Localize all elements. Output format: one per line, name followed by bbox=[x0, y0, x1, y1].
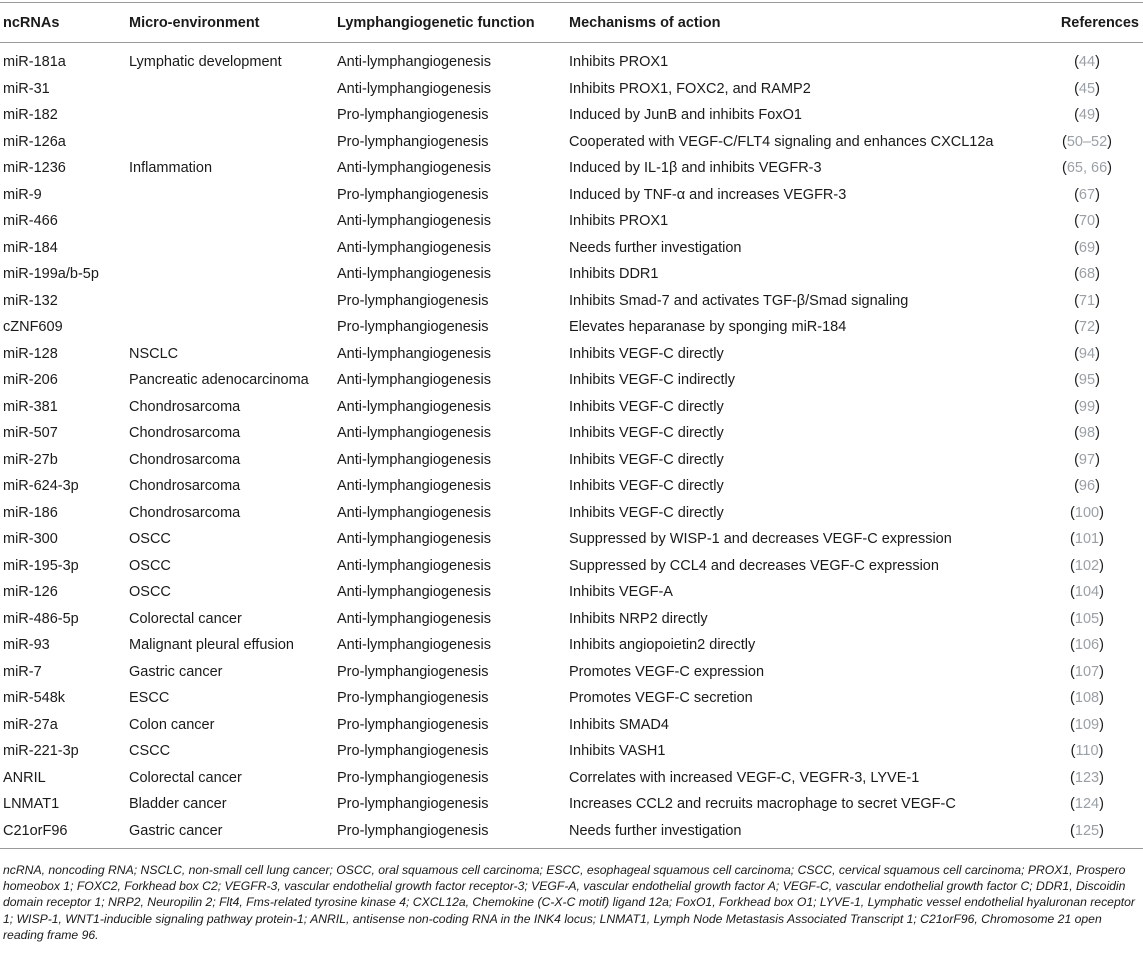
cell-function: Anti-lymphangiogenesis bbox=[337, 504, 491, 521]
cell-micro-environment: Inflammation bbox=[129, 160, 213, 177]
cell-micro-environment: Colorectal cancer bbox=[129, 769, 242, 786]
cell-function: Anti-lymphangiogenesis bbox=[337, 610, 491, 627]
cell-reference: (70) bbox=[1074, 213, 1100, 230]
table-row bbox=[0, 155, 1143, 182]
table-row bbox=[0, 208, 1143, 235]
cell-reference: (50–52) bbox=[1061, 133, 1112, 150]
table-row bbox=[0, 765, 1143, 792]
table-row bbox=[0, 367, 1143, 394]
cell-ncrna: miR-206 bbox=[3, 372, 58, 389]
cell-mechanism: Suppressed by CCL4 and decreases VEGF-C expression bbox=[569, 557, 939, 574]
cell-mechanism: Induced by IL-1β and inhibits VEGFR-3 bbox=[569, 160, 822, 177]
cell-ncrna: miR-93 bbox=[3, 637, 50, 654]
table-row bbox=[0, 738, 1143, 765]
reference-link[interactable]: 108 bbox=[1074, 690, 1100, 707]
cell-micro-environment: Chondrosarcoma bbox=[129, 451, 241, 468]
reference-link[interactable]: 106 bbox=[1074, 637, 1100, 654]
reference-link[interactable]: 95 bbox=[1078, 372, 1096, 389]
cell-micro-environment: Bladder cancer bbox=[129, 796, 227, 813]
cell-ncrna: miR-300 bbox=[3, 531, 58, 548]
reference-link[interactable]: 104 bbox=[1074, 584, 1100, 601]
cell-reference: (108) bbox=[1070, 690, 1104, 707]
table-row bbox=[0, 553, 1143, 580]
cell-ncrna: miR-221-3p bbox=[3, 743, 79, 760]
cell-micro-environment: Colorectal cancer bbox=[129, 610, 242, 627]
cell-reference: (107) bbox=[1070, 663, 1104, 680]
reference-link[interactable]: 109 bbox=[1074, 716, 1100, 733]
cell-micro-environment: Lymphatic development bbox=[129, 54, 282, 71]
cell-ncrna: cZNF609 bbox=[3, 319, 63, 336]
table-row bbox=[0, 394, 1143, 421]
cell-ncrna: miR-7 bbox=[3, 663, 42, 680]
cell-mechanism: Inhibits VEGF-C directly bbox=[569, 398, 724, 415]
cell-reference: (95) bbox=[1074, 372, 1100, 389]
cell-function: Anti-lymphangiogenesis bbox=[337, 160, 491, 177]
cell-function: Anti-lymphangiogenesis bbox=[337, 557, 491, 574]
cell-function: Pro-lymphangiogenesis bbox=[337, 663, 489, 680]
table-row bbox=[0, 102, 1143, 129]
cell-micro-environment: OSCC bbox=[129, 584, 171, 601]
reference-link[interactable]: 97 bbox=[1078, 451, 1096, 468]
cell-micro-environment: OSCC bbox=[129, 557, 171, 574]
cell-function: Anti-lymphangiogenesis bbox=[337, 80, 491, 97]
cell-reference: (69) bbox=[1074, 239, 1100, 256]
cell-mechanism: Inhibits Smad-7 and activates TGF-β/Smad signaling bbox=[569, 292, 909, 309]
reference-link[interactable]: 96 bbox=[1078, 478, 1096, 495]
cell-mechanism: Inhibits SMAD4 bbox=[569, 716, 669, 733]
reference-link[interactable]: 94 bbox=[1078, 345, 1096, 362]
cell-mechanism: Inhibits PROX1, FOXC2, and RAMP2 bbox=[569, 80, 811, 97]
cell-reference: (96) bbox=[1074, 478, 1100, 495]
header-micro-environment: Micro-environment bbox=[129, 14, 260, 31]
reference-link[interactable]: 45 bbox=[1078, 80, 1096, 97]
reference-link[interactable]: 124 bbox=[1074, 796, 1100, 813]
reference-link[interactable]: 71 bbox=[1078, 292, 1096, 309]
cell-mechanism: Needs further investigation bbox=[569, 822, 742, 839]
cell-function: Anti-lymphangiogenesis bbox=[337, 213, 491, 230]
reference-link[interactable]: 101 bbox=[1074, 531, 1100, 548]
reference-link[interactable]: 123 bbox=[1074, 769, 1100, 786]
cell-reference: (125) bbox=[1070, 822, 1104, 839]
table-footnote: ncRNA, noncoding RNA; NSCLC, non-small cell lung cancer; OSCC, oral squamous cell carcinoma; ESCC, esophageal squamous cell carcinoma; CSCC, cervical squamous cell carcinoma; PROX1, Prospero homeobox 1; FOXC2, Forkhead box C2; VEGFR-3, vascular endothelial growth factor receptor-3; VEGF-A, vascular endothelial growth factor A; VEGF-C, vascular endothelial growth factor C; DDR1, Discoidin domain receptor 1; NRP2, Neuropilin 2; Flt4, Fms-related tyrosine kinase 4; CXCL12a, Chemokine (C-X-C motif) ligand 12a; FoxO1, Forkhead box O1; LYVE-1, Lymphatic vessel endothelial hyaluronan receptor 1; WISP-1, WNT1-inducible signaling pathway protein-1; ANRIL, antisense non-coding RNA in the INK4 locus; LNMAT1, Lymph Node Metastasis Associated Transcript 1; C21orF96, Chromosome 21 open reading frame 96. bbox=[3, 863, 1135, 942]
cell-micro-environment: Chondrosarcoma bbox=[129, 398, 241, 415]
cell-ncrna: miR-624-3p bbox=[3, 478, 79, 495]
cell-ncrna: miR-182 bbox=[3, 107, 58, 124]
cell-ncrna: miR-466 bbox=[3, 213, 58, 230]
cell-reference: (65, 66) bbox=[1061, 160, 1112, 177]
cell-ncrna: miR-486-5p bbox=[3, 610, 79, 627]
cell-ncrna: miR-186 bbox=[3, 504, 58, 521]
cell-mechanism: Correlates with increased VEGF-C, VEGFR-3, LYVE-1 bbox=[569, 769, 920, 786]
cell-mechanism: Promotes VEGF-C secretion bbox=[569, 690, 753, 707]
cell-reference: (97) bbox=[1074, 451, 1100, 468]
cell-mechanism: Inhibits VEGF-C directly bbox=[569, 451, 724, 468]
cell-ncrna: miR-126a bbox=[3, 133, 66, 150]
reference-link[interactable]: 99 bbox=[1078, 398, 1096, 415]
table-row bbox=[0, 261, 1143, 288]
cell-micro-environment: ESCC bbox=[129, 690, 170, 707]
cell-reference: (94) bbox=[1074, 345, 1100, 362]
cell-mechanism: Inhibits VEGF-C directly bbox=[569, 504, 724, 521]
cell-mechanism: Inhibits angiopoietin2 directly bbox=[569, 637, 756, 654]
cell-reference: (109) bbox=[1070, 716, 1104, 733]
cell-ncrna: miR-199a/b-5p bbox=[3, 266, 99, 283]
reference-link[interactable]: 107 bbox=[1074, 663, 1100, 680]
reference-link[interactable]: 49 bbox=[1078, 107, 1096, 124]
table-row bbox=[0, 76, 1143, 103]
cell-function: Anti-lymphangiogenesis bbox=[337, 531, 491, 548]
cell-mechanism: Inhibits VEGF-C directly bbox=[569, 425, 724, 442]
cell-mechanism: Needs further investigation bbox=[569, 239, 742, 256]
table-row bbox=[0, 235, 1143, 262]
cell-function: Anti-lymphangiogenesis bbox=[337, 478, 491, 495]
cell-function: Pro-lymphangiogenesis bbox=[337, 716, 489, 733]
cell-reference: (105) bbox=[1070, 610, 1104, 627]
cell-micro-environment: Gastric cancer bbox=[129, 822, 223, 839]
cell-micro-environment: Pancreatic adenocarcinoma bbox=[129, 372, 309, 389]
cell-function: Anti-lymphangiogenesis bbox=[337, 451, 491, 468]
cell-mechanism: Inhibits DDR1 bbox=[569, 266, 659, 283]
cell-reference: (72) bbox=[1074, 319, 1100, 336]
cell-function: Pro-lymphangiogenesis bbox=[337, 292, 489, 309]
reference-link[interactable]: 72 bbox=[1078, 319, 1096, 336]
cell-ncrna: miR-126 bbox=[3, 584, 58, 601]
cell-mechanism: Elevates heparanase by sponging miR-184 bbox=[569, 319, 847, 336]
cell-reference: (100) bbox=[1070, 504, 1104, 521]
cell-function: Pro-lymphangiogenesis bbox=[337, 107, 489, 124]
cell-micro-environment: CSCC bbox=[129, 743, 171, 760]
cell-mechanism: Induced by JunB and inhibits FoxO1 bbox=[569, 107, 802, 124]
table-row bbox=[0, 526, 1143, 553]
cell-ncrna: C21orF96 bbox=[3, 822, 68, 839]
table-row bbox=[0, 129, 1143, 156]
cell-reference: (45) bbox=[1074, 80, 1100, 97]
cell-mechanism: Inhibits VEGF-A bbox=[569, 584, 673, 601]
reference-link[interactable]: 102 bbox=[1074, 557, 1100, 574]
cell-ncrna: ANRIL bbox=[3, 769, 46, 786]
cell-function: Anti-lymphangiogenesis bbox=[337, 398, 491, 415]
table-row bbox=[0, 632, 1143, 659]
cell-ncrna: miR-381 bbox=[3, 398, 58, 415]
cell-ncrna: miR-1236 bbox=[3, 160, 66, 177]
cell-ncrna: miR-27a bbox=[3, 716, 58, 733]
table-row bbox=[0, 420, 1143, 447]
cell-function: Pro-lymphangiogenesis bbox=[337, 133, 489, 150]
cell-reference: (71) bbox=[1074, 292, 1100, 309]
table-row bbox=[0, 341, 1143, 368]
table-bottom-rule bbox=[0, 848, 1143, 849]
reference-link[interactable]: 65, 66 bbox=[1066, 160, 1108, 177]
cell-function: Anti-lymphangiogenesis bbox=[337, 345, 491, 362]
reference-link[interactable]: 69 bbox=[1078, 239, 1096, 256]
table-row bbox=[0, 473, 1143, 500]
cell-mechanism: Induced by TNF-α and increases VEGFR-3 bbox=[569, 186, 847, 203]
reference-link[interactable]: 68 bbox=[1078, 266, 1096, 283]
header-ncrnas: ncRNAs bbox=[3, 14, 60, 31]
cell-reference: (124) bbox=[1070, 796, 1104, 813]
cell-reference: (99) bbox=[1074, 398, 1100, 415]
cell-function: Pro-lymphangiogenesis bbox=[337, 822, 489, 839]
cell-micro-environment: Chondrosarcoma bbox=[129, 504, 241, 521]
cell-function: Pro-lymphangiogenesis bbox=[337, 796, 489, 813]
reference-link[interactable]: 110 bbox=[1075, 743, 1099, 760]
cell-micro-environment: Malignant pleural effusion bbox=[129, 637, 294, 654]
cell-function: Anti-lymphangiogenesis bbox=[337, 239, 491, 256]
cell-function: Pro-lymphangiogenesis bbox=[337, 743, 489, 760]
cell-ncrna: miR-128 bbox=[3, 345, 58, 362]
header-references: References bbox=[1060, 14, 1139, 31]
cell-function: Anti-lymphangiogenesis bbox=[337, 266, 491, 283]
table-row bbox=[0, 447, 1143, 474]
cell-function: Anti-lymphangiogenesis bbox=[337, 637, 491, 654]
table-row bbox=[0, 49, 1143, 76]
table-row bbox=[0, 606, 1143, 633]
table-row bbox=[0, 659, 1143, 686]
cell-ncrna: miR-31 bbox=[3, 80, 50, 97]
cell-mechanism: Inhibits VEGF-C directly bbox=[569, 478, 724, 495]
cell-micro-environment: Colon cancer bbox=[129, 716, 215, 733]
table-row bbox=[0, 712, 1143, 739]
cell-reference: (104) bbox=[1070, 584, 1104, 601]
reference-link[interactable]: 125 bbox=[1074, 822, 1100, 839]
reference-link[interactable]: 100 bbox=[1074, 504, 1100, 521]
cell-micro-environment: Gastric cancer bbox=[129, 663, 223, 680]
cell-reference: (110) bbox=[1070, 743, 1104, 760]
table-body bbox=[0, 43, 1143, 848]
cell-mechanism: Inhibits VEGF-C indirectly bbox=[569, 372, 735, 389]
cell-function: Anti-lymphangiogenesis bbox=[337, 584, 491, 601]
table-row bbox=[0, 818, 1143, 845]
cell-reference: (101) bbox=[1070, 531, 1104, 548]
table-header-row bbox=[0, 3, 1143, 42]
header-mechanisms-of-action: Mechanisms of action bbox=[569, 14, 721, 31]
reference-link[interactable]: 105 bbox=[1074, 610, 1100, 627]
cell-mechanism: Suppressed by WISP-1 and decreases VEGF-C expression bbox=[569, 531, 952, 548]
cell-mechanism: Cooperated with VEGF-C/FLT4 signaling and enhances CXCL12a bbox=[569, 133, 994, 150]
cell-reference: (102) bbox=[1070, 557, 1104, 574]
table-row bbox=[0, 288, 1143, 315]
table-row bbox=[0, 791, 1143, 818]
cell-ncrna: miR-195-3p bbox=[3, 557, 79, 574]
cell-micro-environment: NSCLC bbox=[129, 345, 179, 362]
reference-link[interactable]: 67 bbox=[1078, 186, 1096, 203]
cell-function: Pro-lymphangiogenesis bbox=[337, 186, 489, 203]
cell-reference: (98) bbox=[1074, 425, 1100, 442]
cell-mechanism: Inhibits NRP2 directly bbox=[569, 610, 708, 627]
reference-link[interactable]: 70 bbox=[1078, 213, 1096, 230]
cell-mechanism: Inhibits VASH1 bbox=[569, 743, 666, 760]
cell-reference: (67) bbox=[1074, 186, 1100, 203]
cell-ncrna: miR-184 bbox=[3, 239, 58, 256]
table-row bbox=[0, 685, 1143, 712]
cell-function: Pro-lymphangiogenesis bbox=[337, 690, 489, 707]
cell-function: Anti-lymphangiogenesis bbox=[337, 425, 491, 442]
table-row bbox=[0, 182, 1143, 209]
cell-ncrna: LNMAT1 bbox=[3, 796, 60, 813]
reference-link[interactable]: 98 bbox=[1078, 425, 1096, 442]
cell-ncrna: miR-27b bbox=[3, 451, 58, 468]
cell-reference: (106) bbox=[1070, 637, 1104, 654]
cell-mechanism: Inhibits PROX1 bbox=[569, 213, 669, 230]
cell-ncrna: miR-181a bbox=[3, 54, 66, 71]
reference-link[interactable]: 50–52 bbox=[1066, 133, 1108, 150]
cell-function: Anti-lymphangiogenesis bbox=[337, 372, 491, 389]
cell-micro-environment: OSCC bbox=[129, 531, 171, 548]
cell-ncrna: miR-548k bbox=[3, 690, 66, 707]
table-row bbox=[0, 500, 1143, 527]
cell-ncrna: miR-132 bbox=[3, 292, 58, 309]
cell-reference: (49) bbox=[1074, 107, 1100, 124]
cell-function: Pro-lymphangiogenesis bbox=[337, 319, 489, 336]
reference-link[interactable]: 44 bbox=[1078, 54, 1096, 71]
cell-reference: (44) bbox=[1074, 54, 1100, 71]
header-lymphangiogenetic-function: Lymphangiogenetic function bbox=[337, 14, 535, 31]
table-row bbox=[0, 579, 1143, 606]
cell-mechanism: Inhibits PROX1 bbox=[569, 54, 669, 71]
cell-ncrna: miR-507 bbox=[3, 425, 58, 442]
cell-function: Pro-lymphangiogenesis bbox=[337, 769, 489, 786]
cell-mechanism: Promotes VEGF-C expression bbox=[569, 663, 765, 680]
cell-micro-environment: Chondrosarcoma bbox=[129, 478, 241, 495]
cell-mechanism: Inhibits VEGF-C directly bbox=[569, 345, 724, 362]
cell-reference: (123) bbox=[1070, 769, 1104, 786]
table-row bbox=[0, 314, 1143, 341]
cell-micro-environment: Chondrosarcoma bbox=[129, 425, 241, 442]
cell-reference: (68) bbox=[1074, 266, 1100, 283]
cell-mechanism: Increases CCL2 and recruits macrophage to secret VEGF-C bbox=[569, 796, 956, 813]
cell-function: Anti-lymphangiogenesis bbox=[337, 54, 491, 71]
cell-ncrna: miR-9 bbox=[3, 186, 42, 203]
